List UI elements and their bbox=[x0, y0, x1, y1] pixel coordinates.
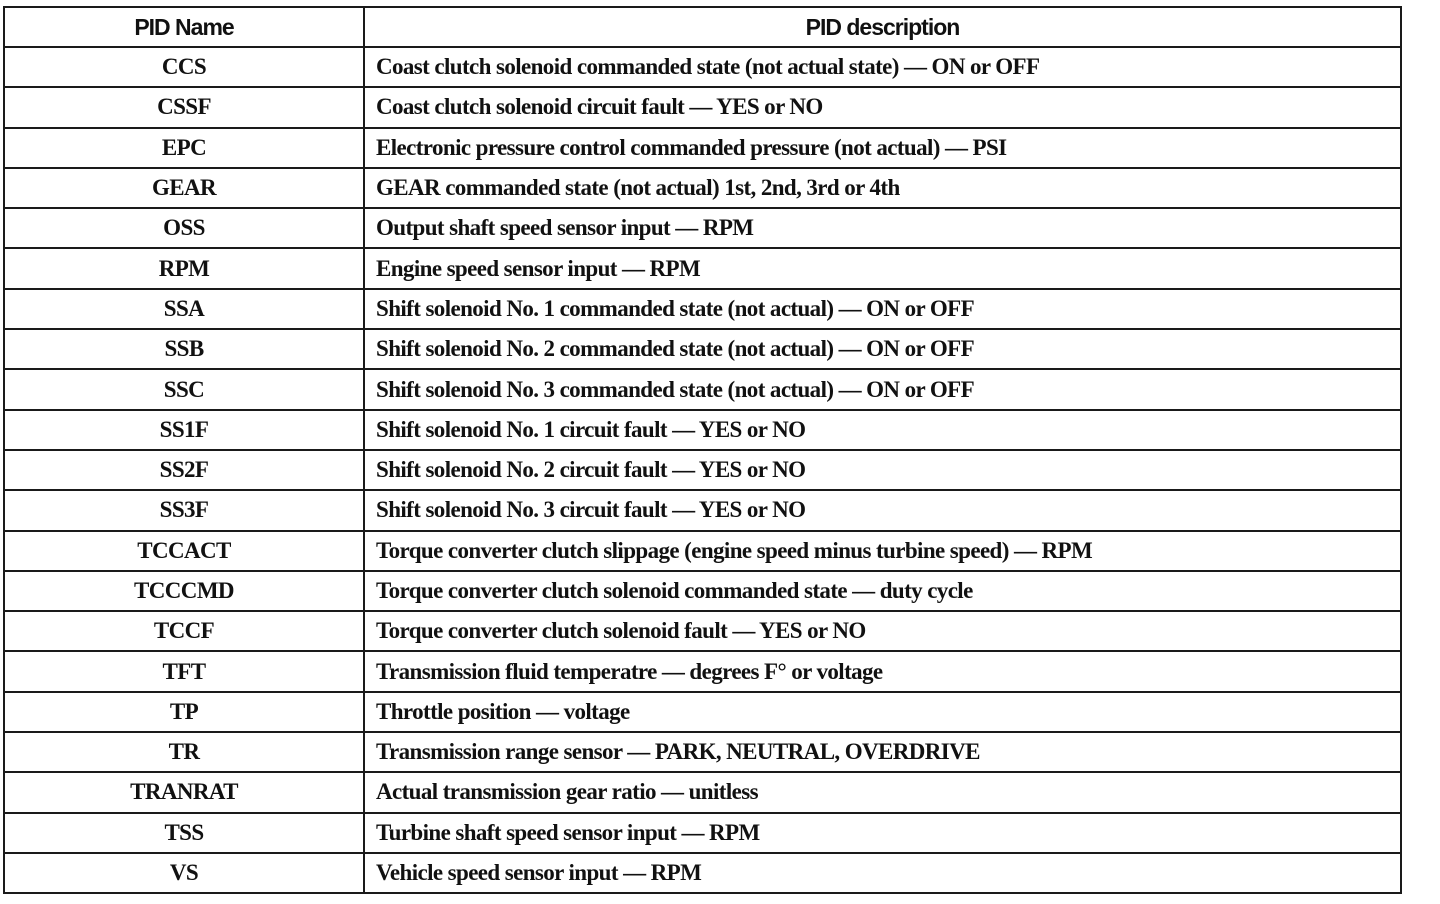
table-row bbox=[4, 571, 1401, 611]
table-row bbox=[4, 87, 1401, 127]
pid-rows bbox=[4, 47, 1401, 893]
pid-description-cell: Torque converter clutch solenoid fault — YES or NO bbox=[364, 611, 1401, 651]
pid-table bbox=[3, 6, 1402, 894]
pid-name-cell: RPM bbox=[4, 248, 364, 288]
pid-name-cell: SSB bbox=[4, 329, 364, 369]
pid-name-cell: EPC bbox=[4, 128, 364, 168]
pid-description-cell: Coast clutch solenoid circuit fault — YES or NO bbox=[364, 87, 1401, 127]
table-row bbox=[4, 813, 1401, 853]
pid-name-cell: TRANRAT bbox=[4, 772, 364, 812]
table-row bbox=[4, 329, 1401, 369]
table-row bbox=[4, 732, 1401, 772]
table-row bbox=[4, 289, 1401, 329]
pid-description-cell: Throttle position — voltage bbox=[364, 692, 1401, 732]
table-row bbox=[4, 208, 1401, 248]
pid-name-cell: CSSF bbox=[4, 87, 364, 127]
pid-name-cell: SS3F bbox=[4, 490, 364, 530]
pid-name-cell: VS bbox=[4, 853, 364, 893]
pid-description-cell: Transmission range sensor — PARK, NEUTRAL, OVERDRIVE bbox=[364, 732, 1401, 772]
pid-description-cell: Vehicle speed sensor input — RPM bbox=[364, 853, 1401, 893]
table-row bbox=[4, 369, 1401, 409]
table-row bbox=[4, 611, 1401, 651]
table-row bbox=[4, 410, 1401, 450]
pid-description-cell: Electronic pressure control commanded pressure (not actual) — PSI bbox=[364, 128, 1401, 168]
pid-name-cell: TP bbox=[4, 692, 364, 732]
pid-description-cell: Shift solenoid No. 1 circuit fault — YES or NO bbox=[364, 410, 1401, 450]
table-row bbox=[4, 490, 1401, 530]
pid-name-cell: TCCF bbox=[4, 611, 364, 651]
pid-name-cell: OSS bbox=[4, 208, 364, 248]
table-row bbox=[4, 450, 1401, 490]
pid-description-cell: Shift solenoid No. 1 commanded state (not actual) — ON or OFF bbox=[364, 289, 1401, 329]
pid-name-cell: TR bbox=[4, 732, 364, 772]
pid-description-cell: Torque converter clutch slippage (engine speed minus turbine speed) — RPM bbox=[364, 531, 1401, 571]
table-row bbox=[4, 531, 1401, 571]
pid-description-cell: Turbine shaft speed sensor input — RPM bbox=[364, 813, 1401, 853]
table-row bbox=[4, 168, 1401, 208]
pid-description-cell: Shift solenoid No. 2 commanded state (not actual) — ON or OFF bbox=[364, 329, 1401, 369]
pid-description-cell: Torque converter clutch solenoid commanded state — duty cycle bbox=[364, 571, 1401, 611]
pid-name-cell: TCCCMD bbox=[4, 571, 364, 611]
table-row bbox=[4, 128, 1401, 168]
table-row bbox=[4, 692, 1401, 732]
pid-name-cell: TSS bbox=[4, 813, 364, 853]
pid-description-cell: Output shaft speed sensor input — RPM bbox=[364, 208, 1401, 248]
pid-name-cell: GEAR bbox=[4, 168, 364, 208]
pid-description-cell: Engine speed sensor input — RPM bbox=[364, 248, 1401, 288]
pid-name-cell: TCCACT bbox=[4, 531, 364, 571]
table-row bbox=[4, 47, 1401, 87]
table-row bbox=[4, 853, 1401, 893]
table-row bbox=[4, 651, 1401, 691]
pid-name-cell: CCS bbox=[4, 47, 364, 87]
pid-name-cell: SSA bbox=[4, 289, 364, 329]
pid-description-header: PID description bbox=[364, 7, 1401, 47]
pid-description-cell: Transmission fluid temperatre — degrees F° or voltage bbox=[364, 651, 1401, 691]
pid-name-cell: TFT bbox=[4, 651, 364, 691]
pid-description-cell: Shift solenoid No. 2 circuit fault — YES or NO bbox=[364, 450, 1401, 490]
pid-description-cell: Shift solenoid No. 3 circuit fault — YES or NO bbox=[364, 490, 1401, 530]
table-row bbox=[4, 772, 1401, 812]
pid-name-cell: SS2F bbox=[4, 450, 364, 490]
pid-name-cell: SSC bbox=[4, 369, 364, 409]
pid-description-cell: Coast clutch solenoid commanded state (not actual state) — ON or OFF bbox=[364, 47, 1401, 87]
table-row bbox=[4, 248, 1401, 288]
pid-description-cell: Actual transmission gear ratio — unitless bbox=[364, 772, 1401, 812]
pid-name-header: PID Name bbox=[4, 7, 364, 47]
pid-name-cell: SS1F bbox=[4, 410, 364, 450]
header-row bbox=[4, 7, 1401, 47]
pid-description-cell: GEAR commanded state (not actual) 1st, 2nd, 3rd or 4th bbox=[364, 168, 1401, 208]
pid-description-cell: Shift solenoid No. 3 commanded state (not actual) — ON or OFF bbox=[364, 369, 1401, 409]
